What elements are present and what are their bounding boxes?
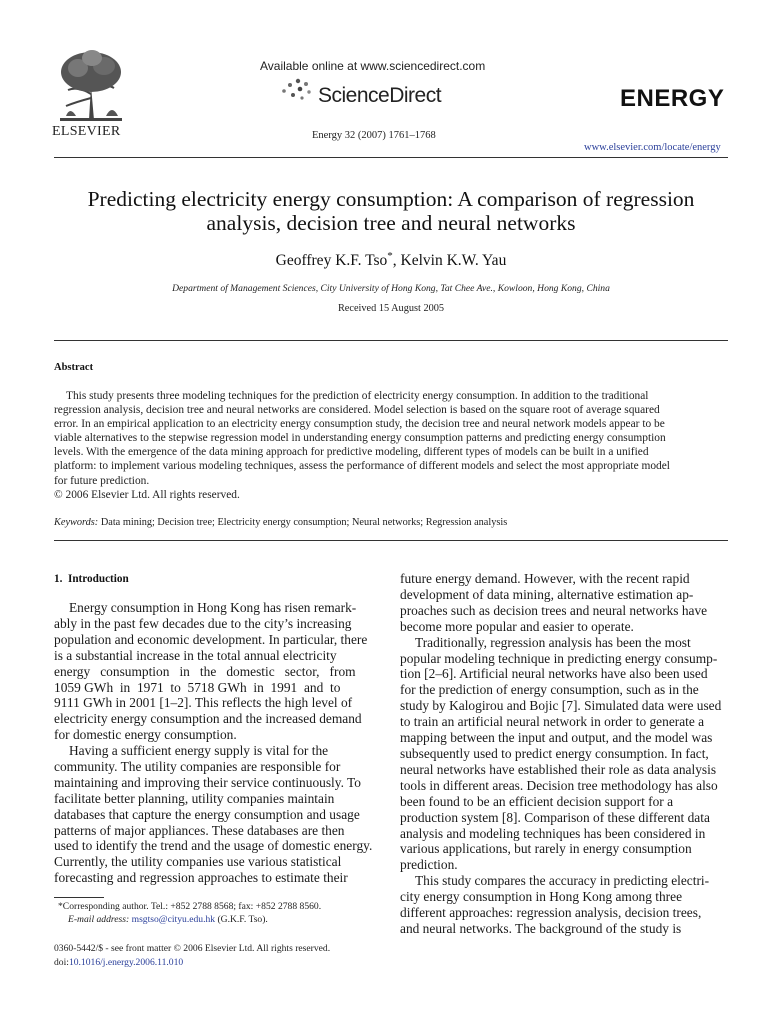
journal-citation: Energy 32 (2007) 1761–1768 [312,130,436,141]
body-line: This study compares the accuracy in predicting electri- [415,873,710,889]
body-line: databases that capture the energy consumption and usage [54,806,360,822]
body-line: for domestic energy consumption. [54,727,237,743]
title-line-1: Predicting electricity energy consumption: A comparison of regression [87,187,695,211]
doi-line [54,956,380,970]
abstract-line: This study presents three modeling techniques for the prediction of electricity energy consumption. In addition to the traditional [66,390,649,402]
body-line: different approaches: regression analysis, decision trees, [400,905,702,921]
abstract-line: error. In an empirical application to an electricity energy consumption study, the decision tree and neural network models appear to be [54,418,665,431]
body-line: analysis and modeling techniques has been considered in [400,825,706,841]
author-yau: Kelvin K.W. Yau [400,252,507,270]
email-suffix: (G.K.F. Tso). [215,914,268,925]
keywords-line [54,517,728,528]
body-line: been found to be an efficient decision support for a [400,793,674,809]
body-line: tools in different areas. Decision tree methodology has also [400,777,718,793]
corresponding-author-mark: * [387,250,393,262]
journal-url-link[interactable]: www.elsevier.com/locate/energy [584,142,721,153]
intro-paragraph-1 [54,600,380,743]
abstract-body [54,389,728,502]
body-line: mapping between the input and output, and the model was [400,730,713,746]
body-line: to train an artificial neural network in order to generate a [400,714,705,730]
affiliation: Department of Management Sciences, City University of Hong Kong, Tat Chee Ave., Kowloon, Hong Kong, China [172,283,610,294]
doi-link[interactable]: 10.1016/j.energy.2006.11.010 [68,957,184,968]
body-line: is a substantial increase in the total annual electricity [54,647,337,663]
body-line: proaches such as decision trees and neural networks have [400,602,708,618]
abstract-heading: Abstract [54,362,94,373]
body-line: prediction. [400,857,458,873]
energy-journal-logo: ENERGY [620,85,725,112]
body-line: electricity energy consumption and the increased demand [54,711,362,727]
author-separator: , [392,252,401,270]
body-line: maintaining and improving their service continuously. To [54,774,361,790]
body-line: used to identify the trend and the usage of domestic energy. [54,838,373,854]
body-line: neural networks have established their role as data analysis [400,761,717,777]
body-line: tion [2–6]. Artificial neural networks have also been used [400,666,708,682]
body-line: Currently, the utility companies use various statistical [54,854,342,870]
footnote-contact: *Corresponding author. Tel.: +852 2788 8568; fax: +852 2788 8560. [58,901,322,912]
article-title [54,187,728,235]
available-online-text: Available online at www.sciencedirect.com [260,59,486,73]
body-line: popular modeling technique in predicting energy consump- [400,650,718,666]
body-line: for the prediction of energy consumption, such as in the [400,682,699,698]
body-line: forecasting and regression approaches to estimate their [54,870,348,886]
front-matter [54,942,380,970]
body-line: ably in the past few decades due to the city’s increasing [54,615,352,631]
intro-right-column [400,571,728,937]
body-line: city energy consumption in Hong Kong among three [400,889,683,905]
author-list [54,250,728,270]
body-line: 1059 GWh in 1971 to 5718 GWh in 1991 and to [54,679,341,695]
intro-paragraph-2 [54,743,380,886]
footnote-rule [54,897,104,898]
sciencedirect-brand: ScienceDirect [318,84,442,107]
elsevier-logo-text: ELSEVIER [52,124,121,139]
body-line: development of data mining, alternative estimation ap- [400,586,694,602]
abstract-line: levels. With the emergence of the data mining approach for predictive modeling, different types of models can be built in a unified [54,446,649,459]
sciencedirect-dots-icon [276,76,316,104]
abstract-top-divider [54,340,728,341]
abstract-bottom-divider [54,540,728,541]
received-date: Received 15 August 2005 [337,303,445,314]
body-line: various applications, but rarely in energy consumption [400,841,692,857]
title-line-2: analysis, decision tree and neural networks [206,211,576,235]
body-line: Traditionally, regression analysis has been the most [415,634,691,650]
section-heading-introduction: 1. Introduction [54,573,129,585]
body-line: Having a sufficient energy supply is vital for the [69,743,329,758]
body-line: and neural networks. The background of the study is [400,920,682,936]
doi-label: doi: [54,957,69,968]
body-line: community. The utility companies are responsible for [54,758,341,774]
abstract-line: regression analysis, decision tree and neural networks are considered. Model selection is based on the square root of average squared [54,404,660,417]
keywords-value: Data mining; Decision tree; Electricity energy consumption; Neural networks; Regression analysis [100,517,508,528]
elsevier-tree-logo [56,46,126,124]
email-label: E-mail address: [68,914,130,925]
body-line: subsequently used to predict energy consumption. In fact, [400,745,709,761]
body-line: energy consumption in the domestic sector, from [54,663,356,679]
body-line: production system [8]. Comparison of these different data [400,809,710,825]
abstract-line: for future prediction. [54,474,150,487]
header-divider [54,157,728,158]
body-line: facilitate better planning, utility companies maintain [54,790,335,806]
body-line: 9111 GWh in 2001 [1–2]. This reflects the high level of [54,695,353,711]
abstract-line: platform: to implement various modeling techniques, assess the performance of different models and select the most appropriate model [54,460,670,473]
body-line: study by Kalogirou and Bojic [7]. Simulated data were used [400,698,722,714]
body-line: patterns of major appliances. These databases are then [54,822,345,838]
author-tso: Geoffrey K.F. Tso [275,252,388,270]
body-line: Energy consumption in Hong Kong has risen remark- [69,600,357,615]
footnote-email-line [58,913,380,926]
front-matter-line: 0360-5442/$ - see front matter © 2006 Elsevier Ltd. All rights reserved. [54,943,331,954]
keywords-label: Keywords: [54,517,99,528]
body-line: become more popular and easier to operate. [400,618,634,634]
email-link[interactable]: msgtso@cityu.edu.hk [131,914,216,925]
abstract-copyright: © 2006 Elsevier Ltd. All rights reserved. [54,488,240,501]
abstract-line: viable alternatives to the stepwise regression model in understanding energy consumption patterns and predicting energy consumption [54,432,666,445]
body-line: future energy demand. However, with the recent rapid [400,571,690,586]
footnote-corresponding [58,900,380,926]
body-line: population and economic development. In particular, there [54,631,368,647]
